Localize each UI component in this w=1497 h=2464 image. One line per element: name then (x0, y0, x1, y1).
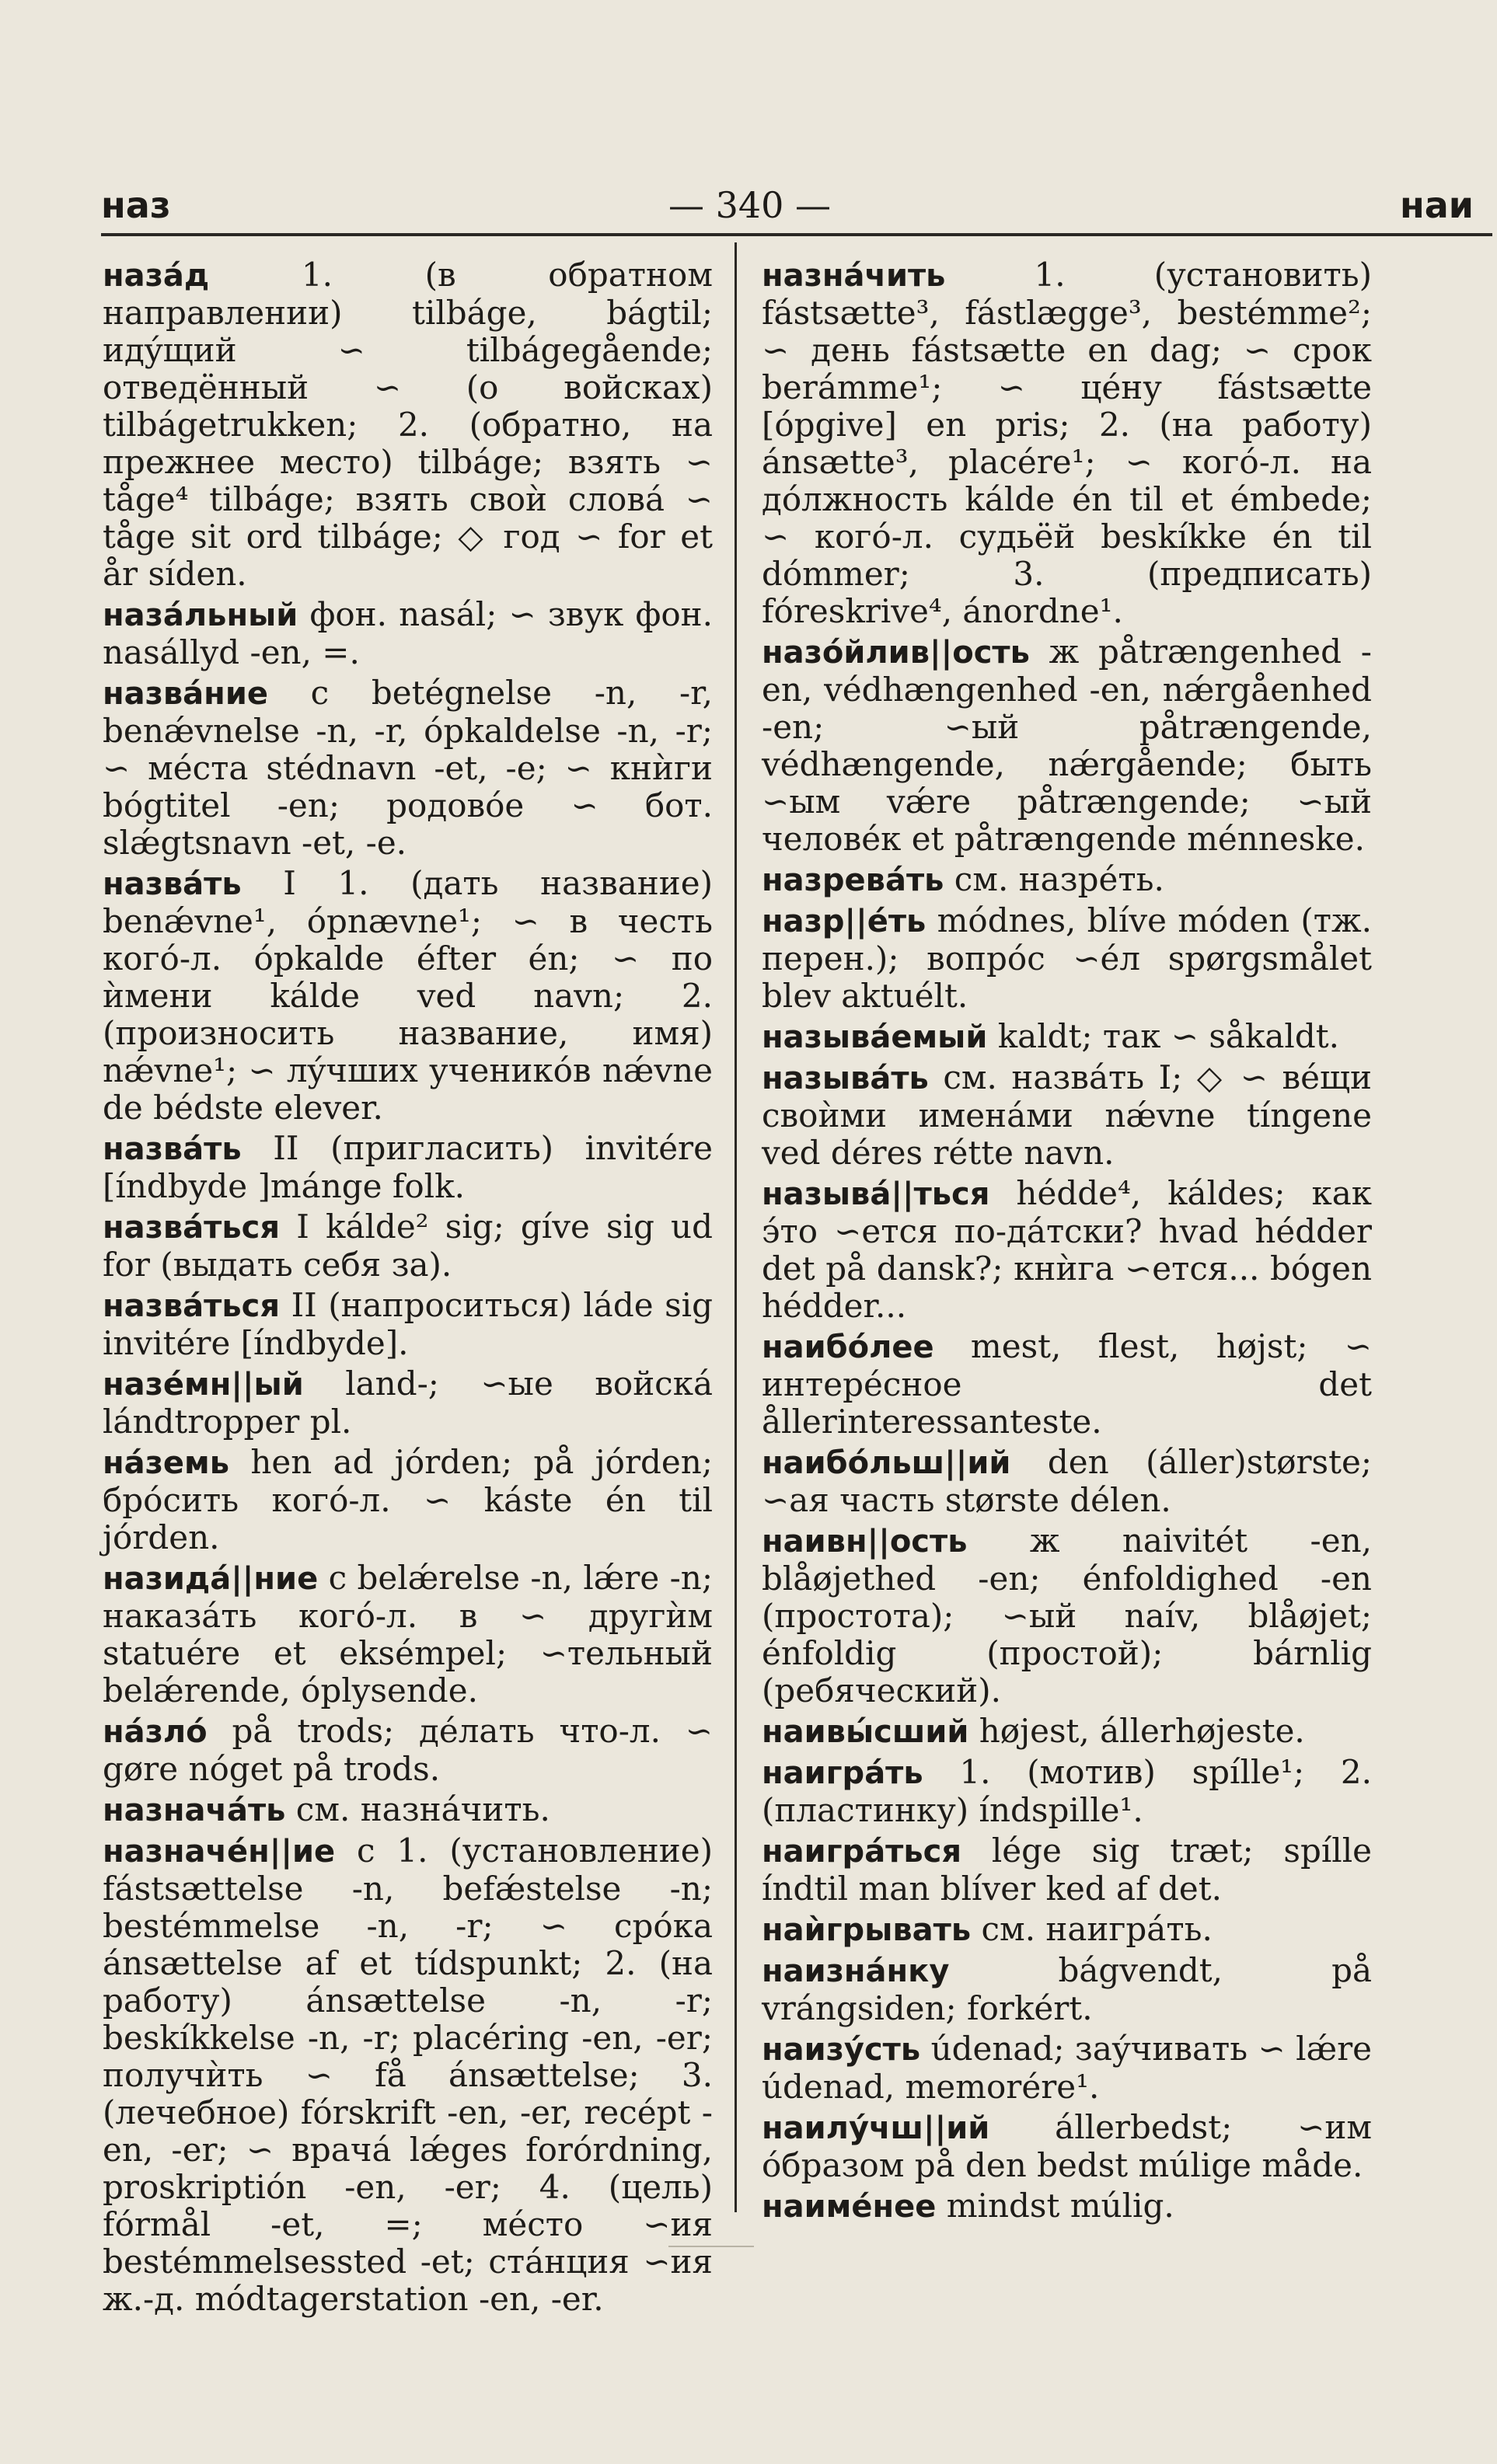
entry-definition: см. наигрáть. (981, 1910, 1213, 1948)
entry-headword: назнáчить (762, 258, 946, 294)
entry-definition: højest, állerhøjeste. (979, 1712, 1305, 1750)
entry-definition: kaldt; так ∽ såkaldt. (997, 1017, 1339, 1055)
entry-headword: назвáть (103, 866, 242, 902)
dictionary-entry (762, 902, 1372, 1015)
dictionary-entry (103, 1365, 713, 1441)
dictionary-entry (762, 1018, 1372, 1056)
entry-definition: II (пригласить) invitére [índbyde ]mánge folk. (103, 1129, 713, 1205)
entry-headword: наимéнее (762, 2189, 937, 2225)
dictionary-entry (103, 1791, 713, 1829)
header-rule (101, 233, 1492, 236)
entry-headword: называ́||ться (762, 1176, 990, 1212)
entry-headword: наизнáнку (762, 1953, 950, 1989)
entry-headword: наилýчш||ий (762, 2110, 990, 2146)
page-number: — 340 — (668, 184, 832, 226)
column-divider (735, 242, 737, 2212)
dictionary-entry (762, 2109, 1372, 2184)
dictionary-entry (103, 674, 713, 862)
dictionary-entry (103, 1832, 713, 2318)
entry-headword: наигрáть (762, 1755, 923, 1791)
dictionary-entry (762, 1754, 1372, 1829)
entry-definition: mindst múlig. (946, 2187, 1174, 2225)
dictionary-entry (103, 596, 713, 671)
entry-headword: называ́ть (762, 1061, 929, 1096)
entry-headword: наибóльш||ий (762, 1445, 1011, 1481)
guide-word-left: наз (101, 184, 171, 226)
entry-definition: ж naivitét -en, blåøjethed -en; énfoldighed -en (простота); ∽ый naív, blåøjet; énfoldig (простой); bárnlig (ребяческий). (762, 1521, 1372, 1709)
dictionary-entry (103, 1713, 713, 1788)
entry-definition: см. назнáчить. (295, 1790, 550, 1828)
entry-headword: назвáние (103, 676, 268, 712)
dictionary-entry (762, 256, 1372, 630)
dictionary-entry (103, 1560, 713, 1709)
entry-definition: 1. (установить) fástsætte³, fástlægge³, bestémme²; ∽ день fástsætte en dag; ∽ срок berámme¹; ∽ цéну fástsætte [ópgive] en pris; 2. (на работу) ánsætte³, placére¹; ∽ когó-л. на дóлжность kálde én til et émbede; ∽ когó-л. судьёй beskíkke én til dómmer; 3. (предписать) fóreskrive⁴, ánordne¹. (762, 256, 1372, 630)
dictionary-entry (103, 1287, 713, 1362)
dictionary-entry (103, 1130, 713, 1205)
left-column (103, 256, 713, 2321)
dictionary-entry (762, 1911, 1372, 1949)
entry-definition: 1. (в обратном направлении) tilbáge, bágtil; идýщий ∽ tilbágegående; отведённый ∽ (о войсках) tilbágetrukken; 2. (обратно, на прежнее место) tilbáge; взять ∽ tåge⁴ tilbáge; взять своѝ словá ∽ tåge sit ord tilbáge; ◇ год ∽ for et år síden. (103, 256, 713, 593)
entry-headword: назр||éть (762, 904, 926, 939)
entry-headword: назáльный (103, 598, 298, 633)
entry-headword: нáзлó (103, 1714, 208, 1750)
entry-definition: см. назрéть. (954, 860, 1164, 898)
entry-definition: 1. (мотив) spílle¹; 2. (пластинку) índspille¹. (762, 1753, 1372, 1829)
dictionary-entry (762, 1832, 1372, 1908)
entry-headword: назвáть (103, 1131, 242, 1167)
entry-definition: см. назвáть I; ◇ ∽ вéщи своѝми именáми nǽvne tíngene ved déres rétte navn. (762, 1058, 1372, 1172)
dictionary-entry (762, 2187, 1372, 2225)
dictionary-entry (762, 1175, 1372, 1325)
dictionary-entry (762, 2030, 1372, 2106)
entry-headword: наѝгрывать (762, 1912, 972, 1948)
dictionary-entry (762, 1444, 1372, 1519)
entry-definition: с belǽrelse -n, lǽre -n; наказáть когó-л. в ∽ другѝм statuére et eksémpel; ∽тельный belǽrende, óplysende. (103, 1559, 713, 1709)
dictionary-entry (103, 1444, 713, 1556)
entry-headword: назначáть (103, 1793, 286, 1828)
entry-headword: назвáться (103, 1288, 281, 1324)
entry-headword: назывáемый (762, 1019, 988, 1055)
dictionary-entry (103, 1208, 713, 1284)
entry-definition: с betégnelse -n, -r, benǽvnelse -n, -r, ópkaldelse -n, -r; ∽ мéста stédnavn -et, -e; ∽ кнѝги bógtitel -en; родовóе ∽ бот. slǽgtsnavn -et, -e. (103, 674, 713, 862)
entry-definition: I 1. (дать название) benǽvne¹, ópnævne¹; ∽ в честь когó-л. ópkalde éfter én; ∽ по ѝмени kálde ved navn; 2. (произносить название, имя) nǽvne¹; ∽ лýчших ученикóв nǽvne de bédste elever. (103, 864, 713, 1127)
entry-definition: mest, flest, højst; ∽ интерéсное det ållerinteressanteste. (762, 1327, 1372, 1441)
entry-headword: назвáться (103, 1210, 281, 1246)
dictionary-entry (762, 633, 1372, 858)
entry-definition: II (напроситься) láde sig invitére [índbyde]. (103, 1286, 713, 1362)
entry-definition: údenad; заýчивать ∽ lǽre údenad, memorére¹. (762, 2030, 1372, 2106)
entry-definition: állerbedst; ∽им óбразом på den bedst múlige måde. (762, 2108, 1372, 2184)
entry-definition: på trods; дéлать что-л. ∽ gøre nóget på trods. (103, 1712, 713, 1788)
dictionary-entry (762, 1522, 1372, 1709)
entry-headword: назидá||ние (103, 1561, 319, 1597)
dictionary-entry (762, 1328, 1372, 1441)
right-column (762, 256, 1372, 2229)
entry-definition: hédde⁴, káldes; как э́то ∽ется по-дáтски? hvad hédder det på dansk?; кнѝга ∽ется... bógen hédder... (762, 1174, 1372, 1325)
entry-headword: назáд (103, 258, 210, 294)
entry-headword: нáземь (103, 1445, 229, 1481)
entry-definition: ж påtrængenhed -en, védhængenhed -en, nǽrgåenhed -en; ∽ый påtrængende, védhængende, nǽrgående; быть ∽ым vǽre påtrængende; ∽ый человéк et påtrængende ménneske. (762, 633, 1372, 858)
entry-definition: den (áller)største; ∽ая часть største délen. (762, 1443, 1372, 1519)
dictionary-entry (762, 1059, 1372, 1172)
bottom-mark (668, 2246, 754, 2247)
entry-definition: land-; ∽ые войскá lándtropper pl. (103, 1364, 713, 1441)
entry-headword: назревáть (762, 863, 944, 898)
entry-definition: фон. nasál; ∽ звук фон. nasállyd -en, =. (103, 595, 713, 671)
entry-headword: назóйлив||ость (762, 635, 1030, 671)
entry-headword: назначéн||ие (103, 1834, 336, 1870)
entry-definition: bágvendt, på vrángsiden; forkért. (762, 1951, 1372, 2027)
guide-word-right: наи (1399, 184, 1474, 226)
dictionary-entry (103, 256, 713, 593)
entry-definition: I kálde² sig; gíve sig ud for (выдать себя за). (103, 1208, 713, 1284)
entry-definition: módnes, blíve móden (тж. перен.); вопрóс ∽éл spørgsmålet blev aktuélt. (762, 901, 1372, 1015)
entry-definition: hen ad jórden; på jórden; брóсить когó-л. ∽ káste én til jórden. (103, 1443, 713, 1556)
dictionary-entry (103, 865, 713, 1127)
dictionary-entry (762, 1952, 1372, 2027)
entry-definition: lége sig træt; spílle índtil man blíver ked af det. (762, 1831, 1372, 1908)
dictionary-entry (762, 1713, 1372, 1751)
entry-headword: наигрáться (762, 1834, 962, 1870)
entry-headword: назéмн||ый (103, 1367, 304, 1403)
entry-headword: наивн||ость (762, 1524, 968, 1560)
dictionary-entry (762, 861, 1372, 899)
entry-headword: наизýсть (762, 2032, 921, 2068)
entry-definition: с 1. (установление) fástsættelse -n, befǽstelse -n; bestémmelse -n, -r; ∽ срóка ánsættelse af et tídspunkt; 2. (на работу) ánsættelse -n, -r; beskíkkelse -n, -r; placéring -en, -er; получѝть ∽ få ánsættelse; 3. (лечебное) fórskrift -en, -er, recépt -en, -er; ∽ врачá lǽges forórdning, proskriptión -en, -er; 4. (цель) fórmål -et, =; мéсто ∽ия bestémmelsessted -et; стáнция ∽ия ж.-д. módtagerstation -en, -er. (103, 1831, 713, 2318)
entry-headword: наибóлее (762, 1330, 934, 1365)
entry-headword: наивы́сший (762, 1714, 969, 1750)
